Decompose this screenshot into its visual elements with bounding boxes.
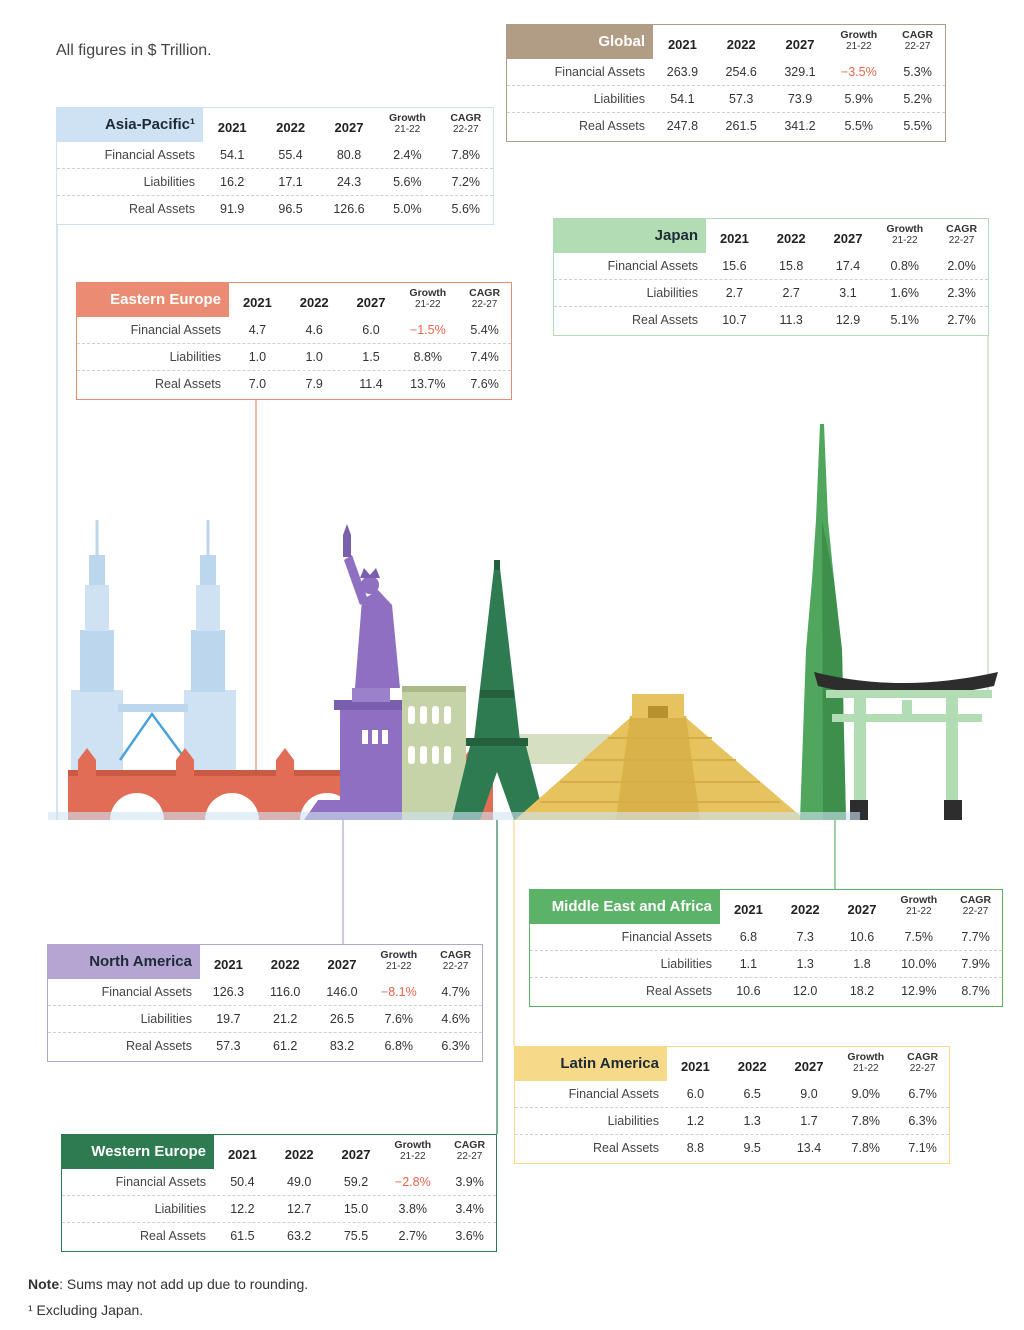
row-label: Real Assets	[645, 984, 712, 998]
col-2022-header: 2022	[276, 120, 306, 135]
row-label: Real Assets	[154, 377, 221, 391]
table-cell: 8.8	[686, 1141, 705, 1155]
col-growth-period: 21-22	[892, 235, 918, 246]
col-growth-label: Growth	[886, 223, 924, 235]
col-2022-header: 2022	[270, 957, 300, 972]
table-cell: 6.3%	[908, 1114, 937, 1128]
col-cagr-header	[427, 945, 484, 979]
col-2027-header: 2027	[341, 1147, 371, 1162]
table-cell: 3.1	[839, 286, 857, 300]
table-cell: 15.8	[779, 259, 804, 273]
table-cell: 19.7	[216, 1012, 241, 1026]
table-cell: 2.4%	[393, 148, 422, 162]
col-growth-header	[370, 945, 427, 979]
note-text: : Sums may not add up due to rounding.	[59, 1276, 309, 1292]
region-box-japan	[553, 218, 989, 336]
col-cagr-header	[947, 890, 1004, 924]
table-row	[62, 1222, 496, 1251]
region-header	[57, 108, 493, 142]
table-cell: 24.3	[336, 175, 362, 189]
region-header	[507, 25, 945, 59]
table-cell: 5.0%	[393, 202, 422, 216]
table-cell: 7.6%	[470, 377, 499, 391]
table-cell: 91.9	[220, 202, 245, 216]
table-cell: 5.9%	[844, 92, 874, 106]
col-2021-header: 2021	[227, 1147, 257, 1162]
table-cell: 4.7	[248, 323, 267, 337]
region-box-global	[506, 24, 946, 142]
row-label: Financial Assets	[621, 930, 712, 944]
region-header	[48, 945, 482, 979]
table-cell: 5.1%	[890, 313, 920, 327]
table-row	[515, 1081, 949, 1107]
table-cell: 247.8	[666, 119, 699, 133]
table-cell: 341.2	[784, 119, 816, 133]
table-cell: 49.0	[287, 1175, 312, 1189]
col-cagr-label: CAGR	[907, 1051, 939, 1063]
units-note: All figures in $ Trillion.	[56, 42, 212, 59]
table-cell: 1.7	[800, 1114, 818, 1128]
region-title: Global	[507, 25, 653, 59]
table-cell: 1.5	[362, 350, 380, 364]
table-cell: 2.7	[725, 286, 744, 300]
table-cell: 10.7	[722, 313, 747, 327]
table-cell: 80.8	[336, 148, 362, 162]
col-growth-period: 21-22	[906, 906, 932, 917]
table-cell: 9.5	[743, 1141, 761, 1155]
table-cell: 96.5	[278, 202, 303, 216]
col-growth-label: Growth	[847, 1051, 885, 1063]
table-row	[62, 1169, 496, 1195]
table-cell: 3.8%	[398, 1202, 428, 1216]
row-label: Financial Assets	[568, 1087, 659, 1101]
table-cell: 12.9%	[901, 984, 937, 998]
row-label: Financial Assets	[104, 148, 195, 162]
table-row	[77, 317, 511, 343]
table-cell: 6.8	[739, 930, 758, 944]
table-cell: 8.7%	[961, 984, 990, 998]
table-cell: 6.5	[743, 1087, 761, 1101]
region-title: Japan	[554, 219, 706, 253]
col-2022-header: 2022	[299, 295, 329, 310]
table-cell: 2.7	[782, 286, 800, 300]
table-cell: 61.2	[273, 1039, 298, 1053]
table-row	[507, 59, 945, 85]
table-cell: 7.5%	[904, 930, 934, 944]
region-title: Asia-Pacific¹	[57, 108, 203, 142]
row-label: Liabilities	[607, 1114, 659, 1128]
col-cagr-label: CAGR	[469, 287, 501, 299]
table-cell: 254.6	[725, 65, 757, 79]
table-row	[507, 112, 945, 141]
col-cagr-label: CAGR	[440, 949, 472, 961]
table-row	[57, 142, 493, 168]
col-cagr-header	[888, 25, 947, 59]
col-2027-header: 2027	[334, 120, 364, 135]
col-2021-header: 2021	[733, 902, 763, 917]
row-label: Liabilities	[154, 1202, 206, 1216]
table-cell: 116.0	[270, 985, 301, 999]
table-cell: 3.4%	[455, 1202, 484, 1216]
row-label: Real Assets	[128, 202, 195, 216]
table-cell: 26.5	[329, 1012, 355, 1026]
col-growth-label: Growth	[409, 287, 447, 299]
row-label: Financial Assets	[101, 985, 192, 999]
table-cell: 18.2	[849, 984, 875, 998]
col-cagr-header	[437, 108, 495, 142]
table-row	[530, 924, 1002, 950]
table-cell: 10.6	[849, 930, 875, 944]
table-cell: 50.4	[230, 1175, 255, 1189]
col-2027-header: 2027	[785, 37, 815, 52]
col-cagr-period: 22-27	[456, 1151, 483, 1162]
col-2022-header: 2022	[726, 37, 756, 52]
row-label: Financial Assets	[554, 65, 645, 79]
table-row	[62, 1195, 496, 1222]
table-cell: 12.2	[230, 1202, 255, 1216]
table-cell: 2.7%	[947, 313, 976, 327]
table-cell: 4.7%	[441, 985, 470, 999]
table-cell: 59.2	[343, 1175, 369, 1189]
col-cagr-header	[933, 219, 990, 253]
table-cell: 5.6%	[393, 175, 422, 189]
col-growth-label: Growth	[380, 949, 418, 961]
table-row	[530, 977, 1002, 1006]
table-cell: 12.0	[793, 984, 818, 998]
table-row	[48, 1032, 482, 1061]
row-label: Liabilities	[140, 1012, 192, 1026]
row-label: Financial Assets	[115, 1175, 206, 1189]
col-2021-header: 2021	[242, 295, 272, 310]
row-label: Liabilities	[660, 957, 712, 971]
col-2021-header: 2021	[667, 37, 697, 52]
col-2021-header: 2021	[680, 1059, 710, 1074]
region-header	[77, 283, 511, 317]
table-cell: 13.7%	[410, 377, 446, 391]
table-cell: −8.1%	[380, 985, 417, 999]
table-cell: 75.5	[343, 1229, 369, 1243]
table-row	[554, 279, 988, 306]
row-label: Financial Assets	[130, 323, 221, 337]
col-cagr-period: 22-27	[962, 906, 989, 917]
table-cell: 7.9%	[961, 957, 990, 971]
table-cell: 7.1%	[908, 1141, 937, 1155]
table-cell: 4.6%	[441, 1012, 470, 1026]
table-cell: 7.0	[248, 377, 267, 391]
col-2022-header: 2022	[776, 231, 806, 246]
col-cagr-header	[441, 1135, 498, 1169]
col-cagr-period: 22-27	[471, 299, 498, 310]
region-box-north-america	[47, 944, 483, 1062]
region-box-latin-america	[514, 1046, 950, 1164]
excluding-japan-footnote: ¹ Excluding Japan.	[28, 1302, 144, 1318]
col-2027-header: 2027	[327, 957, 357, 972]
col-growth-label: Growth	[900, 894, 938, 906]
col-cagr-period: 22-27	[904, 41, 931, 52]
table-row	[48, 1005, 482, 1032]
region-box-western-europe	[61, 1134, 497, 1252]
row-label: Financial Assets	[607, 259, 698, 273]
table-row	[515, 1134, 949, 1163]
col-2022-header: 2022	[284, 1147, 314, 1162]
col-cagr-period: 22-27	[909, 1063, 936, 1074]
table-cell: 9.0	[800, 1087, 818, 1101]
table-cell: 1.0	[305, 350, 323, 364]
table-cell: 1.1	[739, 957, 758, 971]
table-cell: 6.0	[686, 1087, 705, 1101]
table-cell: −2.8%	[394, 1175, 431, 1189]
table-cell: 6.8%	[384, 1039, 414, 1053]
table-row	[77, 343, 511, 370]
table-row	[48, 979, 482, 1005]
table-cell: −3.5%	[840, 65, 877, 79]
table-cell: 10.0%	[901, 957, 937, 971]
table-cell: 16.2	[220, 175, 245, 189]
note-label: Note	[28, 1276, 60, 1292]
table-cell: 15.6	[722, 259, 747, 273]
table-cell: 1.6%	[890, 286, 920, 300]
row-label: Liabilities	[646, 286, 698, 300]
table-row	[530, 950, 1002, 977]
col-growth-period: 21-22	[386, 961, 412, 972]
table-row	[515, 1107, 949, 1134]
row-label: Liabilities	[593, 92, 645, 106]
col-cagr-header	[456, 283, 513, 317]
table-cell: 1.3	[743, 1114, 761, 1128]
table-row	[554, 306, 988, 335]
table-cell: 55.4	[278, 148, 303, 162]
table-cell: 329.1	[784, 65, 816, 79]
table-cell: −1.5%	[409, 323, 446, 337]
table-cell: 263.9	[666, 65, 699, 79]
table-cell: 73.9	[787, 92, 813, 106]
table-cell: 6.0	[362, 323, 380, 337]
table-cell: 126.3	[212, 985, 245, 999]
col-growth-period: 21-22	[400, 1151, 426, 1162]
table-cell: 7.4%	[470, 350, 499, 364]
table-row	[507, 85, 945, 112]
col-cagr-period: 22-27	[948, 235, 975, 246]
region-title: Eastern Europe	[77, 283, 229, 317]
table-cell: 12.7	[287, 1202, 312, 1216]
table-cell: 17.4	[835, 259, 861, 273]
region-box-middle-east-africa	[529, 889, 1003, 1007]
rounding-note	[28, 1276, 308, 1292]
table-cell: 5.5%	[844, 119, 874, 133]
table-row	[57, 195, 493, 224]
table-cell: 8.8%	[413, 350, 443, 364]
col-2021-header: 2021	[719, 231, 749, 246]
table-cell: 54.1	[670, 92, 695, 106]
col-cagr-label: CAGR	[454, 1139, 486, 1151]
col-growth-period: 21-22	[415, 299, 441, 310]
col-2021-header: 2021	[213, 957, 243, 972]
table-cell: 1.2	[686, 1114, 705, 1128]
table-cell: 63.2	[287, 1229, 312, 1243]
table-cell: 61.5	[230, 1229, 255, 1243]
table-cell: 57.3	[216, 1039, 241, 1053]
col-cagr-header	[894, 1047, 951, 1081]
col-growth-label: Growth	[394, 1139, 432, 1151]
table-cell: 146.0	[326, 985, 358, 999]
row-label: Real Assets	[631, 313, 698, 327]
burj-khalifa-icon	[800, 424, 846, 820]
table-cell: 83.2	[329, 1039, 355, 1053]
table-cell: 7.2%	[451, 175, 481, 189]
col-growth-header	[378, 108, 436, 142]
table-cell: 15.0	[343, 1202, 369, 1216]
col-cagr-label: CAGR	[946, 223, 978, 235]
table-cell: 6.7%	[908, 1087, 937, 1101]
row-label: Real Assets	[125, 1039, 192, 1053]
ground-line	[48, 812, 860, 820]
table-cell: 7.8%	[851, 1141, 881, 1155]
col-growth-period: 21-22	[853, 1063, 879, 1074]
table-cell: 2.0%	[947, 259, 976, 273]
table-cell: 21.2	[273, 1012, 298, 1026]
table-cell: 13.4	[796, 1141, 822, 1155]
col-growth-header	[384, 1135, 441, 1169]
region-title: Western Europe	[62, 1135, 214, 1169]
table-cell: 7.8%	[451, 148, 481, 162]
table-cell: 0.8%	[890, 259, 920, 273]
table-cell: 5.4%	[470, 323, 499, 337]
table-cell: 3.6%	[455, 1229, 484, 1243]
row-label: Real Assets	[139, 1229, 206, 1243]
col-2021-header: 2021	[217, 120, 247, 135]
table-cell: 5.5%	[903, 119, 932, 133]
row-label: Real Assets	[578, 119, 645, 133]
col-growth-header	[837, 1047, 894, 1081]
col-growth-header	[890, 890, 947, 924]
table-row	[77, 370, 511, 399]
col-cagr-label: CAGR	[450, 112, 482, 124]
table-cell: 261.5	[725, 119, 757, 133]
table-cell: 7.3	[796, 930, 814, 944]
region-title: North America	[48, 945, 200, 979]
col-2027-header: 2027	[833, 231, 863, 246]
table-cell: 4.6	[305, 323, 323, 337]
col-2027-header: 2027	[847, 902, 877, 917]
col-growth-label: Growth	[840, 29, 878, 41]
table-cell: 11.3	[779, 313, 803, 327]
col-growth-header	[876, 219, 933, 253]
region-header	[554, 219, 988, 253]
region-header	[515, 1047, 949, 1081]
table-cell: 7.6%	[384, 1012, 414, 1026]
region-header	[62, 1135, 496, 1169]
col-cagr-period: 22-27	[453, 124, 479, 135]
table-cell: 1.3	[796, 957, 814, 971]
table-cell: 17.1	[278, 175, 303, 189]
table-cell: 1.8	[853, 957, 871, 971]
table-cell: 5.6%	[451, 202, 481, 216]
row-label: Real Assets	[592, 1141, 659, 1155]
col-growth-period: 21-22	[846, 41, 872, 52]
table-cell: 7.7%	[961, 930, 990, 944]
col-growth-label: Growth	[389, 112, 426, 124]
table-cell: 10.6	[736, 984, 761, 998]
col-2022-header: 2022	[737, 1059, 767, 1074]
col-growth-header	[829, 25, 888, 59]
table-cell: 9.0%	[851, 1087, 881, 1101]
table-cell: 3.9%	[455, 1175, 484, 1189]
table-cell: 12.9	[835, 313, 861, 327]
row-label: Liabilities	[169, 350, 221, 364]
table-cell: 57.3	[729, 92, 754, 106]
table-cell: 5.2%	[903, 92, 932, 106]
region-box-eastern-europe	[76, 282, 512, 400]
col-2027-header: 2027	[356, 295, 386, 310]
col-2027-header: 2027	[794, 1059, 824, 1074]
table-cell: 126.6	[333, 202, 365, 216]
col-growth-period: 21-22	[394, 124, 421, 135]
table-row	[554, 253, 988, 279]
table-cell: 7.8%	[851, 1114, 881, 1128]
table-cell: 5.3%	[903, 65, 932, 79]
table-cell: 54.1	[220, 148, 245, 162]
row-label: Liabilities	[143, 175, 195, 189]
col-growth-header	[399, 283, 456, 317]
col-cagr-period: 22-27	[442, 961, 469, 972]
table-cell: 2.3%	[947, 286, 976, 300]
region-box-asia-pacific	[56, 107, 494, 225]
region-title: Middle East and Africa	[530, 890, 720, 924]
table-cell: 11.4	[359, 377, 383, 391]
col-2022-header: 2022	[790, 902, 820, 917]
table-cell: 6.3%	[441, 1039, 470, 1053]
col-cagr-label: CAGR	[960, 894, 992, 906]
region-title: Latin America	[515, 1047, 667, 1081]
region-header	[530, 890, 1002, 924]
col-cagr-label: CAGR	[902, 29, 934, 41]
table-cell: 1.0	[248, 350, 267, 364]
table-cell: 7.9	[305, 377, 323, 391]
table-row	[57, 168, 493, 195]
table-cell: 2.7%	[398, 1229, 428, 1243]
